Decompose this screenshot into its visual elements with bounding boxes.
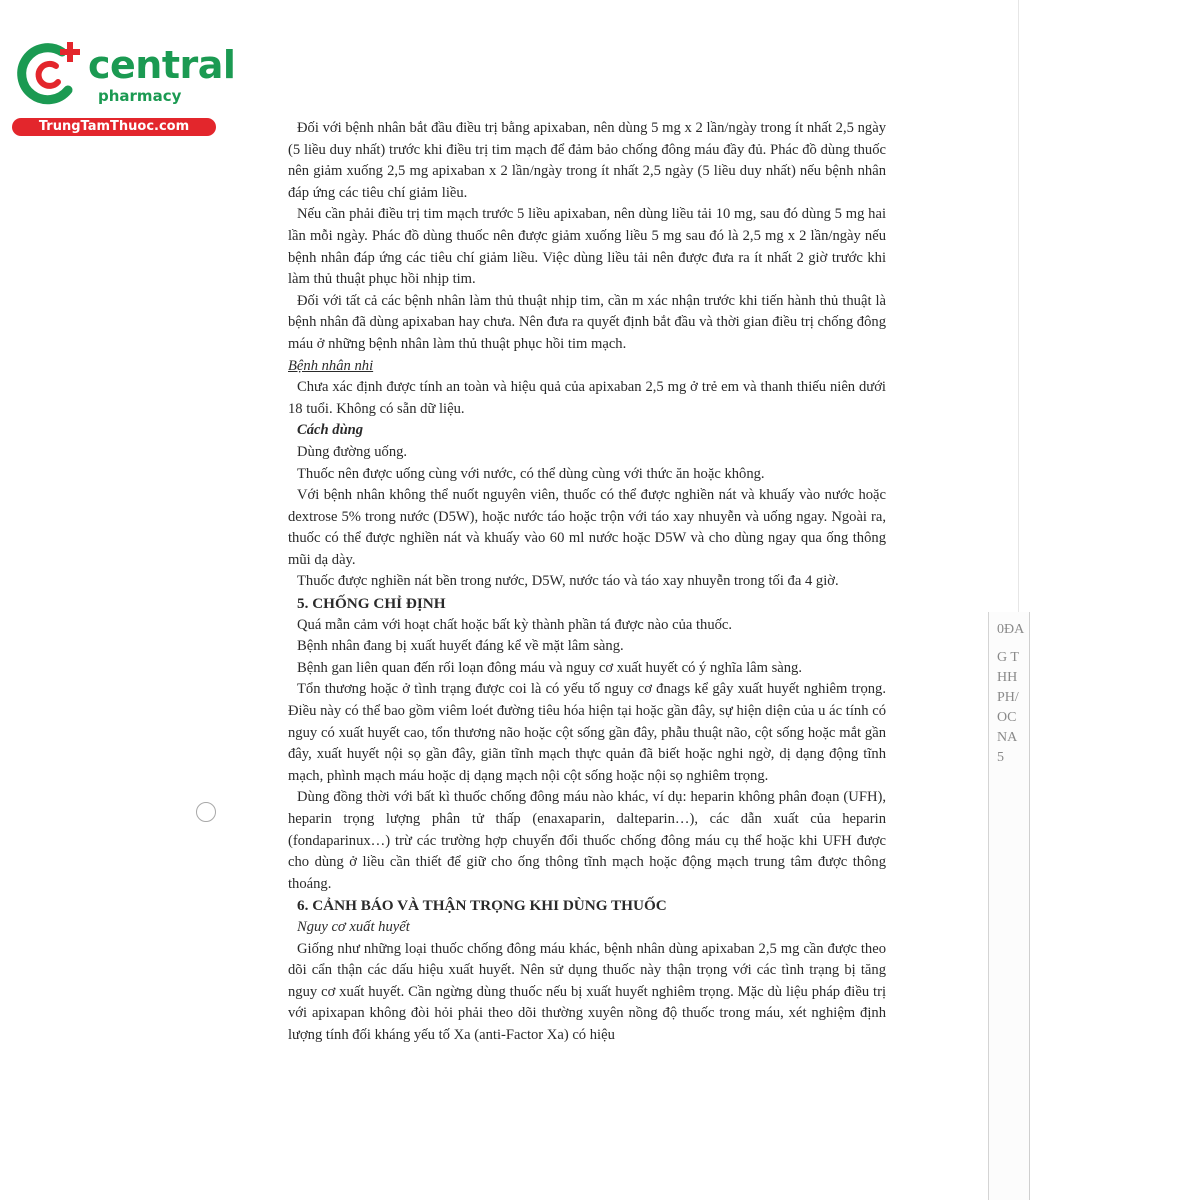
- paragraph-active-bleeding: Bệnh nhân đang bị xuất huyết đáng kể về mặt lâm sàng.: [297, 638, 624, 655]
- logo-website-banner: TrungTamThuoc.com: [12, 118, 216, 136]
- edge-fragment: 0ĐA: [997, 622, 1025, 637]
- edge-fragment: OC: [997, 710, 1017, 725]
- edge-fragment: HH: [997, 670, 1018, 685]
- heading-bleeding-risk: Nguy cơ xuất huyết: [297, 918, 410, 935]
- edge-fragment: 5: [997, 750, 1004, 765]
- paragraph-bleeding: Giống như những loại thuốc chống đông máu khác, bệnh nhân dùng apixaban 2,5 mg cần được theo dõi cẩn thận các dấu hiệu xuất huyết. Nên sử dụng thuốc này thận trọng với các tình trạng bị tăng nguy cơ xuất huyết. Cần ngừng dùng thuốc nếu bị xuất huyết nghiêm trọng. Mặc dù liệu pháp điều trị với apixapan không đòi hỏi phải theo dõi thường xuyên nồng độ thuốc trong máu, xét nghiệm định lượng tính đối kháng yếu tố Xa (anti-Factor Xa) có hiệu: [288, 940, 886, 1043]
- logo-wordmark: central: [88, 43, 236, 87]
- document-body: [288, 118, 886, 1047]
- paragraph-oral: Dùng đường uống.: [297, 443, 408, 460]
- paragraph-concomitant: Dùng đồng thời với bất kì thuốc chống đông máu nào khác, ví dụ: heparin không phân đoạn (UFH), heparin trọng lượng phân tử thấp (enaxaparin, dalteparin…), các dẫn xuất của heparin (fondaparinux…) trừ các trường hợp chuyển đổi thuốc chống đông máu cụ thể hoặc khi UFH được cho dùng ở liều cần thiết để giữ cho ống thông tĩnh mạch hoặc động mạch trung tâm được thông thoáng.: [288, 789, 886, 892]
- paragraph-crushed: Với bệnh nhân không thể nuốt nguyên viên, thuốc có thể được nghiền nát và khuấy vào nước hoặc dextrose 5% trong nước (D5W), hoặc nước táo hoặc trộn với táo xay nhuyễn và uống ngay. Ngoài ra, thuốc có thể được nghiền nát và khuấy vào 60 ml nước hoặc D5W và cho dùng ngay qua ống thông mũi dạ dày.: [288, 487, 886, 568]
- edge-fragment: G T: [997, 650, 1019, 665]
- heading-pediatric: Bệnh nhân nhi: [288, 357, 374, 374]
- paragraph-loading-dose: Nếu cần phải điều trị tim mạch trước 5 liều apixaban, nên dùng liều tải 10 mg, sau đó dùng 5 mg hai lần mỗi ngày. Phác đồ dùng thuốc nên được giảm xuống liều 5 mg sau đó là 2,5 mg x 2 lần/ngày nếu bệnh nhân đáp ứng các tiêu chí giảm liều. Việc dùng liều tải nên được đưa ra ít nhất 2 giờ trước khi làm thủ thuật phục hồi nhịp tim.: [288, 206, 886, 288]
- pharmacy-cross-icon: [12, 38, 88, 108]
- heading-warnings: 6. CẢNH BÁO VÀ THẬN TRỌNG KHI DÙNG THUỐC: [297, 897, 667, 915]
- hole-punch-mark: [196, 802, 216, 822]
- heading-contraindications: 5. CHỐNG CHỈ ĐỊNH: [297, 595, 446, 613]
- background-page-edge: [1018, 0, 1200, 1200]
- paragraph-with-water: Thuốc nên được uống cùng với nước, có thể dùng cùng với thức ăn hoặc không.: [297, 465, 765, 482]
- paragraph-confirm-apixaban: Đối với tất cả các bệnh nhân làm thủ thuật nhịp tim, cần m xác nhận trước khi tiến hành thủ thuật là bệnh nhân đã dùng apixaban hay chưa. Nên đưa ra quyết định bắt đầu và thời gian điều trị chống đông máu ở những bệnh nhân làm thủ thuật phục hồi tim mạch.: [288, 292, 886, 352]
- central-pharmacy-logo[interactable]: [8, 36, 236, 136]
- paragraph-cardioversion-start: Đối với bệnh nhân bắt đầu điều trị bằng apixaban, nên dùng 5 mg x 2 lần/ngày trong ít nhất 2,5 ngày (5 liều duy nhất) trước khi điều trị tim mạch để đảm bảo chống đông máu đầy đủ. Phác đồ dùng thuốc nên giảm xuống 2,5 mg apixaban x 2 lần/ngày trong ít nhất 2,5 ngày (5 liều duy nhất) nếu bệnh nhân đáp ứng các tiêu chí giảm liều.: [288, 120, 886, 201]
- paragraph-hypersensitivity: Quá mẫn cảm với hoạt chất hoặc bất kỳ thành phần tá được nào của thuốc.: [297, 616, 733, 633]
- heading-usage: Cách dùng: [297, 422, 364, 439]
- logo-subtitle: pharmacy: [98, 87, 182, 105]
- edge-fragment: PH/: [997, 690, 1019, 705]
- edge-fragment: NA: [997, 730, 1018, 745]
- paragraph-liver-disease: Bệnh gan liên quan đến rối loạn đông máu và nguy cơ xuất huyết có ý nghĩa lâm sàng.: [297, 659, 803, 676]
- paragraph-stability: Thuốc được nghiền nát bền trong nước, D5W, nước táo và táo xay nhuyễn trong tối đa 4 giờ.: [297, 573, 839, 590]
- paragraph-lesions: Tổn thương hoặc ở tình trạng được coi là có yếu tố nguy cơ đnags kể gây xuất huyết nghiêm trọng. Điều này có thể bao gồm viêm loét đường tiêu hóa hiện tại hoặc gần đây, sự hiện diện của u ác tính có nguy có xuất huyết cao, tổn thương não hoặc cột sống gần đây, phẫu thuật não, cột sống hoặc mắt gần đây, xuất huyết nội sọ gần đây, giãn tĩnh mạch thực quản đã biết hoặc nghi ngờ, dị dạng động tĩnh mạch, phình mạch máu hoặc dị dạng mạch nội cột sống hoặc nội sọ nghiêm trọng.: [288, 681, 886, 784]
- overlapping-page-edge: [988, 612, 1030, 1200]
- paragraph-pediatric: Chưa xác định được tính an toàn và hiệu quả của apixaban 2,5 mg ở trẻ em và thanh thiếu niên dưới 18 tuổi. Không có sẵn dữ liệu.: [288, 379, 886, 417]
